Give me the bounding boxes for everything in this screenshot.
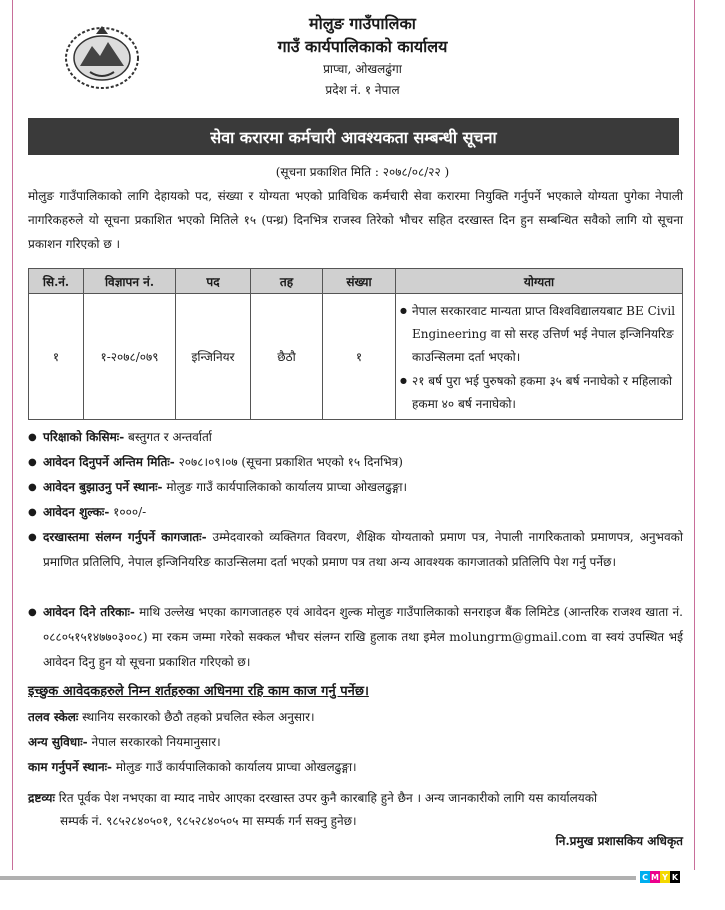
deadline-value: २०७८।०९।०७ (सूचना प्रकाशित भएको १५ दिनभित्र)	[174, 455, 403, 469]
work-place-value: मोलुङ गाउँ कार्यपालिकाको कार्यालय प्राप्चा ओखलढुङ्गा।	[112, 760, 357, 774]
table-row	[29, 294, 683, 420]
application-method-value: माथि उल्लेख भएका कागजातहरु एवं आवेदन शुल्क मोलुङ गाउँपालिकाको सनराइज बैंक लिमिटेड (आन्तरिक राजश्व खाता नं. ०८८०५१५१४७७०३००८) मा रकम जम्मा गरेको सक्कल भौचर संलग्न राखि हुलाक तथा इमेल molungrm@gmail.com वा स्वयं उपस्थित भई आवेदन दिनु हुन यो सूचना प्रकाशित गरिएको छ।	[43, 605, 683, 669]
fee-value: १०००/-	[109, 505, 147, 519]
exam-type-value: बस्तुगत र अन्तर्वार्ता	[124, 430, 212, 444]
bottom-print-bar	[0, 876, 636, 880]
qualification-item: ● २१ बर्ष पुरा भई पुरुषको हकमा ३५ बर्ष ननाघेको र महिलाको हकमा ४० बर्ष ननाघेको।	[400, 369, 678, 416]
note-line	[28, 787, 683, 809]
qualification-item: ● नेपाल सरकारवाट मान्यता प्राप्त विश्वविद्यालयबाट BE Civil Engineering वा सो सरह उत्तिर्ण भई नेपाल इन्जिनियरिङ काउन्सिलमा दर्ता भएको।	[400, 299, 678, 369]
fee-label: आवेदन शुल्कः-	[43, 505, 110, 519]
submission-place-label: आवेदन बुझाउनु पर्ने स्थानः-	[43, 480, 163, 494]
table-header-row	[29, 269, 683, 294]
col-header-adv-no: विज्ञापन नं.	[84, 269, 176, 294]
conditions-heading-text: इच्छुक आवेदकहरुले निम्न शर्तहरुका अधिनमा रहि काम काज गर्नु पर्नेछ।	[28, 684, 369, 699]
other-benefits-label: अन्य सुविधाः-	[28, 735, 88, 749]
submission-place-value: मोलुङ गाउँ कार्यपालिकाको कार्यालय प्राप्चा ओखलढुङ्गा।	[162, 480, 408, 494]
note-label: द्रष्टव्यः	[28, 791, 55, 805]
bullet-icon: ●	[28, 457, 37, 468]
salary-scale-item	[28, 706, 683, 728]
cell-level: छैठौ	[251, 294, 323, 420]
cmyk-mark-black: K	[671, 872, 679, 882]
right-margin-rule	[694, 0, 695, 870]
conditions-heading	[28, 680, 683, 703]
salary-scale-label: तलव स्केलः	[28, 710, 79, 724]
cell-adv-no: १-२०७८/०७९	[84, 294, 176, 420]
notice-title-banner	[28, 118, 679, 155]
note-contact: सम्पर्क नं. ९८५२८४०५०१, ९८५२८४०५०५ मा सम्पर्क गर्न सक्नु हुनेछ।	[60, 814, 357, 828]
published-date: (सूचना प्रकाशित मिति : २०७८/०८/२२ )	[275, 165, 450, 179]
cell-qualification	[396, 294, 683, 420]
vacancy-table	[28, 268, 683, 420]
cell-sn: १	[29, 294, 84, 420]
col-header-qualification: योग्यता	[396, 269, 683, 294]
office-province: प्रदेश नं. १ नेपाल	[325, 83, 400, 97]
submission-place-item	[28, 475, 683, 500]
notice-title: सेवा करारमा कर्मचारी आवश्यकता सम्बन्धी सूचना	[210, 127, 497, 147]
col-header-count: संख्या	[323, 269, 396, 294]
note-value: रित पूर्वक पेश नभएका वा म्याद नाघेर आएका दरखास्त उपर कुनै कारबाहि हुने छैन । अन्य जानकारीको लागि यस कार्यालयको	[54, 791, 598, 805]
col-header-sn: सि.नं.	[29, 269, 84, 294]
work-place-item	[28, 756, 683, 778]
fee-item	[28, 500, 683, 525]
documents-item	[28, 525, 683, 575]
deadline-label: आवेदन दिनुपर्ने अन्तिम मितिः-	[43, 455, 175, 469]
documents-label: दरखास्तमा संलग्न गर्नुपर्ने कागजातः-	[43, 530, 207, 544]
intro-paragraph: मोलुङ गाउँपालिकाको लागि देहायको पद, संख्या र योग्यता भएको प्राविधिक कर्मचारी सेवा करारमा नियुक्ति गर्नुपर्ने भएकाले योग्यता पुगेका नेपाली नागरिकहरुले यो सूचना प्रकाशित भएको मितिले १५ (पन्ध्र) दिनभित्र राजस्व तिरेको भौचर सहित दरखास्त दिन हुन सम्बन्धित सवैको लागि यो सूचना प्रकाशन गरिएको छ ।	[28, 189, 683, 251]
cmyk-mark-magenta: M	[651, 872, 659, 882]
cell-count: १	[323, 294, 396, 420]
application-method-label: आवेदन दिने तरिकाः-	[43, 605, 135, 619]
left-margin-rule	[12, 0, 13, 870]
bullet-icon: ●	[28, 482, 37, 493]
signature: नि.प्रमुख प्रशासकिय अधिकृत	[555, 834, 683, 848]
exam-type-item	[28, 425, 683, 450]
salary-scale-value: स्थानिय सरकारको छैठौ तहको प्रचलित स्केल अनुसार।	[78, 710, 315, 724]
cell-post: इन्जिनियर	[176, 294, 251, 420]
cmyk-mark-yellow: Y	[660, 871, 670, 883]
deadline-item	[28, 450, 683, 475]
bullet-icon: ●	[28, 507, 37, 518]
col-header-level: तह	[251, 269, 323, 294]
office-subtitle: गाउँ कार्यपालिकाको कार्यालय	[277, 37, 448, 56]
work-place-label: काम गर्नुपर्ने स्थानः-	[28, 760, 113, 774]
office-address: प्राप्चा, ओखलढुंगा	[323, 62, 402, 76]
col-header-post: पद	[176, 269, 251, 294]
bullet-icon: ●	[28, 607, 37, 618]
other-benefits-value: नेपाल सरकारको नियमानुसार।	[87, 735, 221, 749]
office-name: मोलुङ गाउँपालिका	[309, 14, 416, 33]
cmyk-mark-cyan: C	[640, 871, 650, 883]
exam-type-label: परिक्षाको किसिमः-	[43, 430, 125, 444]
documents-value: उम्मेदवारको व्यक्तिगत विवरण, शैक्षिक योग्यताको प्रमाण पत्र, नेपाली नागरिकताको प्रमाणपत्र, अनुभवको प्रमाणित प्रतिलिपि, नेपाल इन्जिनियरिङ काउन्सिलमा दर्ता भएको प्रमाण पत्र तथा अन्य आवश्यक कागजातको प्रतिलिपि पेश गर्नु पर्नेछ।	[43, 530, 683, 569]
bullet-icon: ●	[28, 432, 37, 443]
application-method-item	[28, 600, 683, 675]
other-benefits-item	[28, 731, 683, 753]
bullet-icon: ●	[28, 532, 37, 543]
cmyk-registration-marks	[640, 871, 680, 883]
